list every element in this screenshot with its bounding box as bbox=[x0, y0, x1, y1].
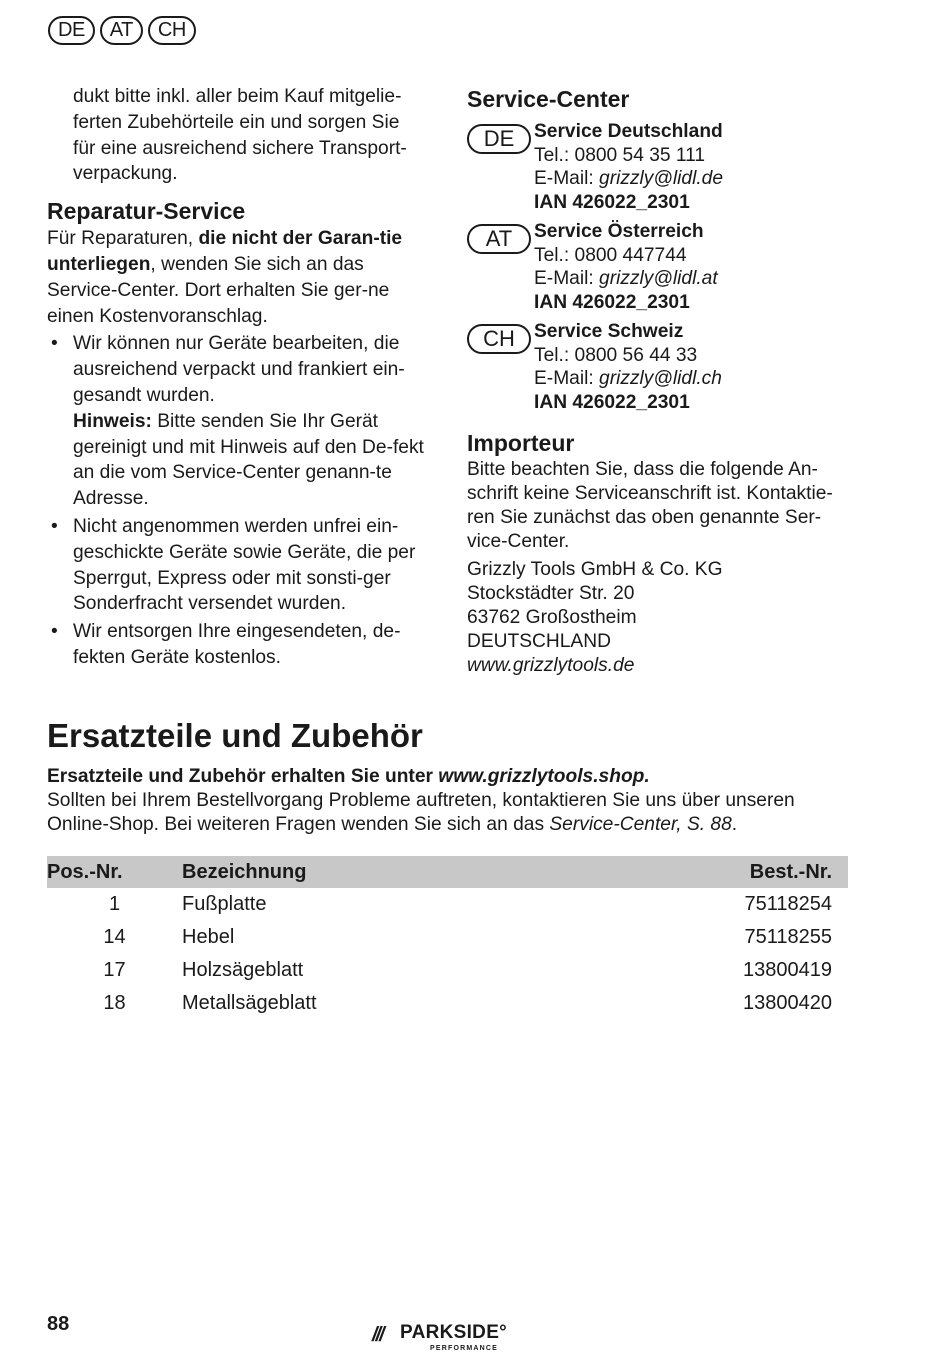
list-item bbox=[47, 331, 429, 512]
service-name: Service Deutschland bbox=[534, 121, 723, 142]
cell-name: Metallsägeblatt bbox=[182, 992, 317, 1014]
service-center-heading: Service-Center bbox=[467, 86, 630, 112]
email-link[interactable]: grizzly@lidl.at bbox=[599, 268, 718, 289]
column-header-order-nr: Best.-Nr. bbox=[556, 856, 848, 888]
body-text: Sollten bei Ihrem Bestellvorgang Probleme auftreten, kontaktieren Sie uns über unseren Online-Shop. Bei weiteren Fragen wenden Sie sich an das bbox=[47, 790, 795, 836]
cell-order-nr: 13800419 bbox=[743, 959, 832, 981]
service-email bbox=[534, 167, 723, 191]
logo-subtitle: PERFORMANCE bbox=[430, 1345, 499, 1352]
table-row bbox=[47, 921, 848, 954]
bullet-text: Wir entsorgen Ihre eingesendeten, de-fekten Geräte kostenlos. bbox=[73, 621, 401, 668]
table-row bbox=[47, 954, 848, 987]
email-link[interactable]: grizzly@lidl.ch bbox=[599, 368, 722, 389]
spare-parts-text bbox=[47, 765, 857, 838]
address-line: Grizzly Tools GmbH & Co. KG bbox=[467, 559, 723, 580]
repair-paragraph bbox=[47, 226, 419, 329]
table-row bbox=[47, 987, 848, 1020]
cell-pos: 1 bbox=[108, 893, 121, 915]
service-ian: IAN 426022_2301 bbox=[534, 191, 690, 213]
table-row bbox=[47, 888, 848, 921]
cell-name: Fußplatte bbox=[182, 893, 267, 915]
table-header-row bbox=[47, 856, 848, 888]
service-ian: IAN 426022_2301 bbox=[534, 391, 690, 413]
body-end: . bbox=[731, 814, 738, 836]
cell-pos: 14 bbox=[103, 926, 126, 948]
spare-parts-table bbox=[47, 856, 848, 1020]
repair-text-c: , wenden Sie sich an das Service-Center. Dort erhalten Sie ger-ne einen Kostenvoranschlag. bbox=[47, 253, 390, 327]
service-email bbox=[534, 267, 718, 291]
logo-stripes-icon: /// bbox=[372, 1324, 383, 1346]
service-name: Service Schweiz bbox=[534, 321, 684, 342]
importer-heading: Importeur bbox=[467, 430, 575, 456]
lead-text: Ersatzteile und Zubehör erhalten Sie unter bbox=[47, 766, 439, 787]
country-badge-at: AT bbox=[467, 224, 531, 254]
cell-order-nr: 13800420 bbox=[743, 992, 832, 1014]
website-link[interactable]: www.grizzlytools.de bbox=[467, 655, 635, 676]
badge-at: AT bbox=[100, 16, 143, 45]
cell-pos: 18 bbox=[103, 992, 126, 1014]
cell-name: Hebel bbox=[182, 926, 235, 948]
badge-de: DE bbox=[48, 16, 95, 45]
spare-parts-lead bbox=[47, 765, 857, 789]
badge-ch: CH bbox=[148, 16, 196, 45]
address-line: DEUTSCHLAND bbox=[467, 631, 611, 652]
cell-name: Holzsägeblatt bbox=[182, 959, 304, 981]
column-header-pos: Pos.-Nr. bbox=[47, 856, 182, 888]
shop-link[interactable]: www.grizzlytools.shop. bbox=[438, 766, 650, 787]
bullet-text: Nicht angenommen werden unfrei ein-geschickte Geräte sowie Geräte, die per Sperrgut, Express oder mit sonsti-ger Sonderfracht versendet wurden. bbox=[73, 515, 416, 615]
address-line: Stockstädter Str. 20 bbox=[467, 583, 635, 604]
country-badge-ch: CH bbox=[467, 324, 531, 354]
bullet-text: Wir können nur Geräte bearbeiten, die ausreichend verpackt und frankiert ein-gesandt wurden. bbox=[73, 333, 405, 406]
cell-order-nr: 75118254 bbox=[744, 893, 832, 915]
service-block-ch bbox=[467, 320, 857, 414]
intro-line: dukt bitte inkl. aller beim Kauf mitgelie- bbox=[73, 86, 402, 107]
service-tel: Tel.: 0800 54 35 111 bbox=[534, 144, 706, 166]
logo-brand: PARKSIDE° bbox=[400, 1322, 508, 1343]
importer-address bbox=[467, 558, 857, 678]
note-label: Hinweis: bbox=[73, 410, 152, 432]
repair-bullet-list bbox=[47, 331, 429, 670]
intro-line: verpackung. bbox=[73, 163, 178, 185]
cell-pos: 17 bbox=[103, 959, 126, 981]
column-header-name: Bezeichnung bbox=[182, 856, 556, 888]
service-block-de bbox=[467, 120, 857, 214]
list-item bbox=[47, 619, 429, 671]
service-name: Service Österreich bbox=[534, 221, 704, 242]
email-label: E-Mail: bbox=[534, 368, 600, 389]
note-text: Bitte senden Sie Ihr Gerät gereinigt und mit Hinweis auf den De-fekt an die vom Service-Center genann-te Adresse. bbox=[73, 410, 424, 510]
list-item bbox=[47, 514, 429, 617]
spare-parts-body bbox=[47, 789, 857, 837]
cell-order-nr: 75118255 bbox=[744, 926, 832, 948]
right-column bbox=[467, 84, 857, 678]
service-tel: Tel.: 0800 56 44 33 bbox=[534, 344, 698, 366]
email-label: E-Mail: bbox=[534, 168, 600, 189]
intro-paragraph bbox=[47, 84, 429, 187]
service-tel: Tel.: 0800 447744 bbox=[534, 244, 687, 266]
repair-text-bold: die nicht der Garan-tie unterliegen bbox=[47, 228, 403, 275]
left-column bbox=[47, 84, 429, 673]
spare-parts-heading: Ersatzteile und Zubehör bbox=[47, 717, 423, 754]
intro-line: ferten Zubehörteile ein und sorgen Sie bbox=[73, 111, 400, 133]
language-badges bbox=[48, 16, 196, 45]
parkside-logo bbox=[372, 1320, 532, 1356]
page-number: 88 bbox=[47, 1313, 70, 1335]
service-center-reference: Service-Center, S. 88 bbox=[549, 814, 732, 836]
intro-line: für eine ausreichend sichere Transport- bbox=[73, 137, 407, 159]
importer-paragraph: Bitte beachten Sie, dass die folgende An-schrift keine Serviceanschrift ist. Kontaktie-ren Sie zunächst das oben genannte Ser-vice-Center. bbox=[467, 459, 833, 552]
service-email bbox=[534, 367, 722, 391]
service-block-at bbox=[467, 220, 857, 314]
repair-heading: Reparatur-Service bbox=[47, 198, 246, 225]
email-label: E-Mail: bbox=[534, 268, 600, 289]
repair-text-a: Für Reparaturen, bbox=[47, 228, 199, 250]
country-badge-de: DE bbox=[467, 124, 531, 154]
service-ian: IAN 426022_2301 bbox=[534, 291, 690, 313]
email-link[interactable]: grizzly@lidl.de bbox=[599, 168, 724, 189]
address-line: 63762 Großostheim bbox=[467, 607, 637, 628]
